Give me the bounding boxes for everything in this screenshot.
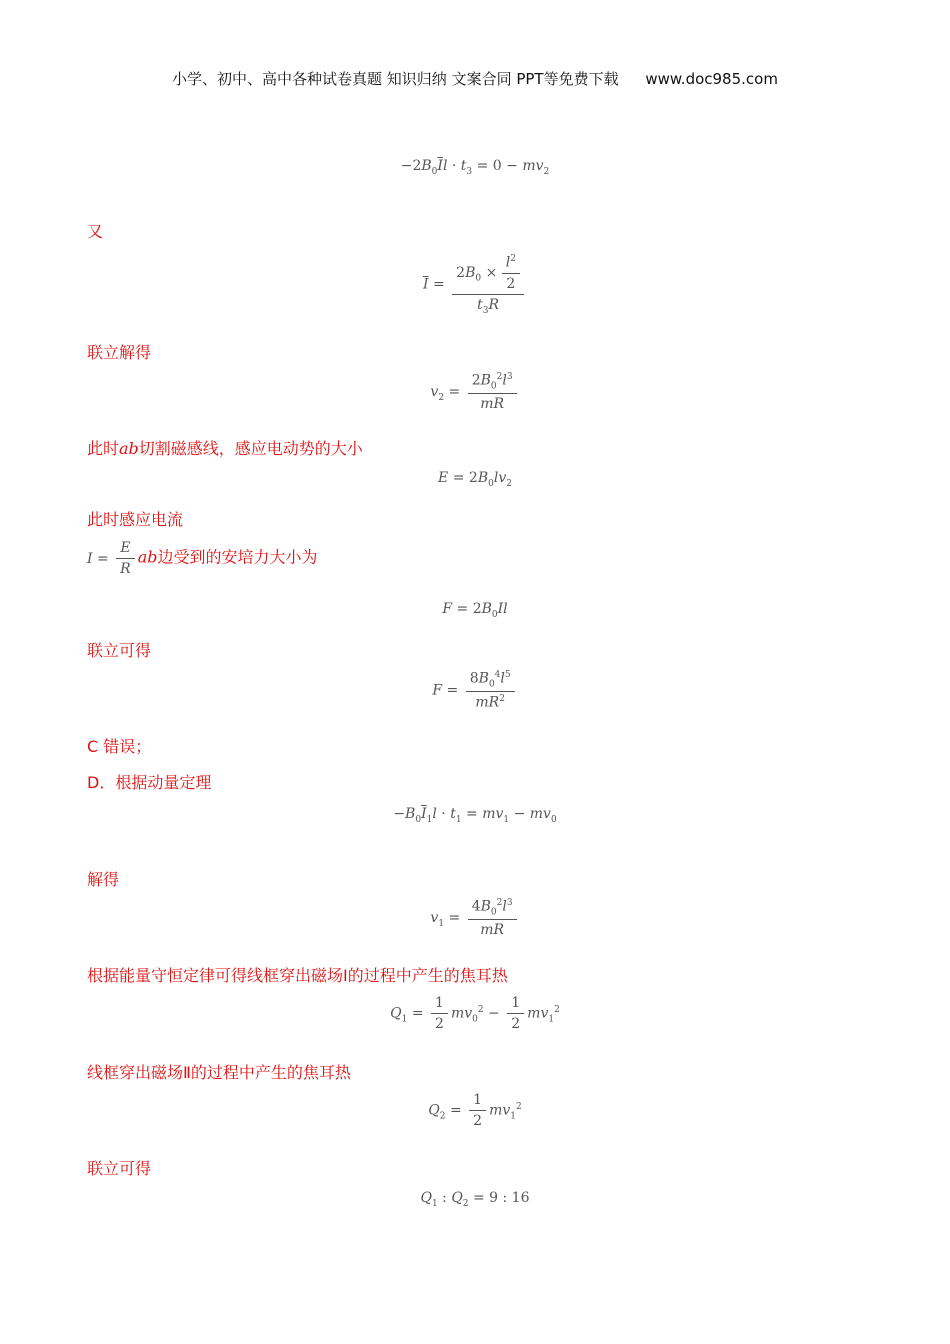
text-lianli-kede-1: 联立可得 — [87, 641, 152, 660]
equation-momentum-1: $-2B_0\overline{I}l \cdot t_3 = 0 - mv_2$ — [400, 158, 550, 177]
text-lianli-jiede: 联立解得 — [87, 343, 152, 362]
header-text: 小学、初中、高中各种试卷真题 知识归纳 文案合同 PPT等免费下载 — [172, 70, 619, 88]
text-jiede: 解得 — [87, 870, 120, 889]
equation-q1: $Q_1$ = $\frac{1}{2}$ $mv_0^2$ − $\frac{1}{2}$ $mv_1^2$ — [390, 995, 560, 1032]
text-ab-post: 边受到的安培力大小为 — [157, 547, 318, 567]
text-cishi-ab-pre: 此时 — [87, 439, 120, 458]
equation-avg-current: $\overline{I}$ = $2B_0$ × $\frac{l^2}{2}$ $t_3R$ — [0, 254, 950, 315]
text-d-label: D．根据动量定理 — [87, 773, 212, 792]
text-c-wrong: C 错误； — [87, 737, 152, 756]
equation-force-2: F = $\frac{8B_0^4l^5}{mR^2}$ — [0, 670, 950, 711]
text-cishi-dianliu: 此时感应电流 — [87, 510, 184, 529]
equation-v2: $v_2$ = $\frac{2B_0^2l^3}{mR}$ — [0, 372, 950, 412]
equation-emf: $E = 2B_0lv_2$ — [438, 470, 512, 489]
text-you: 又 — [87, 222, 104, 241]
text-current-force — [87, 540, 318, 577]
equation-q2: $Q_2$ = $\frac{1}{2}$ $mv_1^2$ — [428, 1092, 522, 1129]
equation-v1: $v_1$ = $\frac{4B_0^2l^3}{mR}$ — [0, 898, 950, 938]
text-cishi-ab-post: 切割磁感线，感应电动势的大小 — [138, 439, 363, 458]
text-cishi-ab-var: ab — [119, 439, 139, 458]
text-lianli-kede-2: 联立可得 — [87, 1159, 152, 1178]
equation-current: I = $\frac{E}{R}$ — [87, 551, 138, 567]
text-ab-var: ab — [137, 547, 158, 567]
equation-momentum-2: $-B_0\overline{I}_1l \cdot t_1 = mv_1 - mv_0$ — [393, 806, 557, 825]
page-header — [0, 68, 950, 89]
equation-force-1: $F = 2B_0Il$ — [442, 601, 508, 620]
text-energy: 根据能量守恒定律可得线框穿出磁场Ⅰ的过程中产生的焦耳热 — [87, 966, 508, 985]
text-cishi-ab — [87, 436, 363, 459]
text-field2: 线框穿出磁场Ⅱ的过程中产生的焦耳热 — [87, 1063, 351, 1082]
equation-ratio: $Q_1$ : $Q_2 = 9$ : 16 — [420, 1190, 530, 1209]
header-site[interactable]: www.doc985.com — [645, 70, 778, 88]
